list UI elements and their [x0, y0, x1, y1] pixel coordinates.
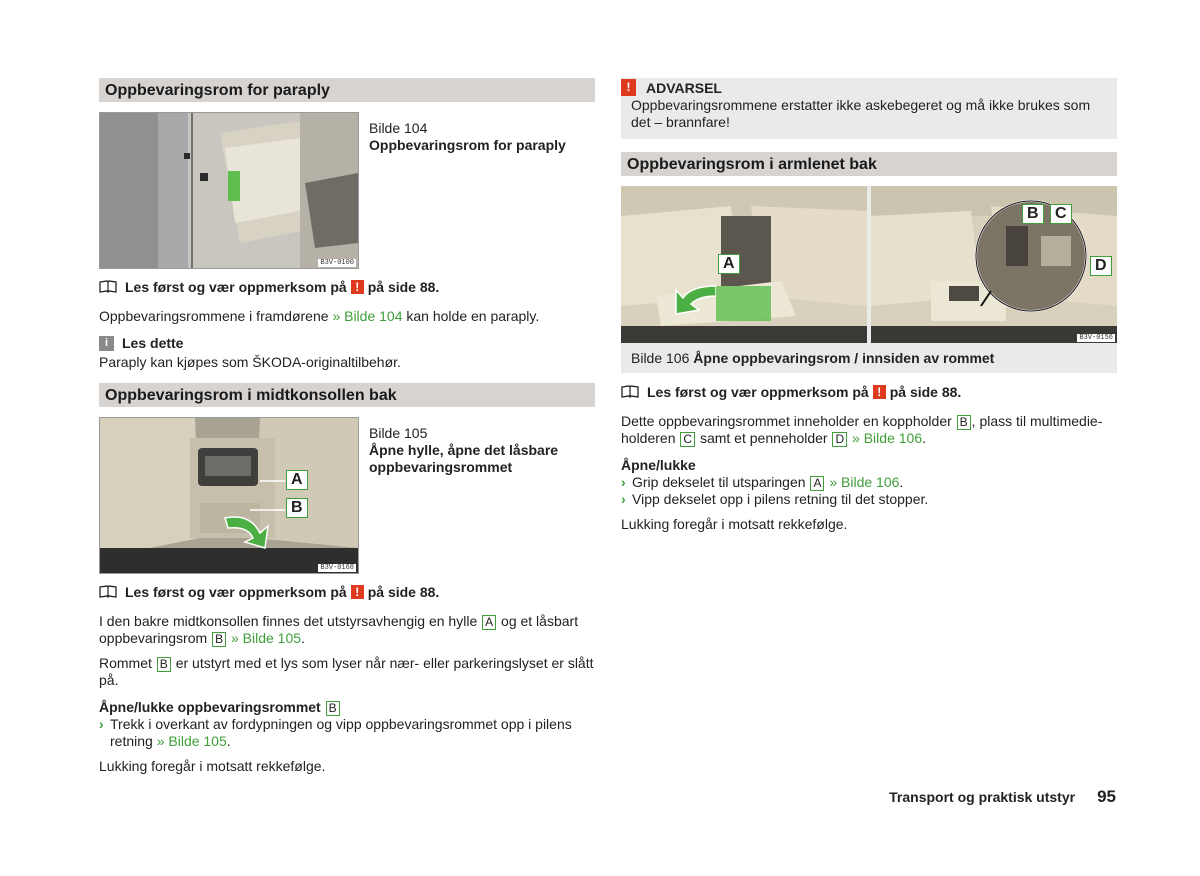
figure-link[interactable]: » Bilde 104 — [332, 308, 403, 324]
text: kan holde en paraply. — [406, 308, 540, 324]
section-heading-armrest: Oppbevaringsrom i armlenet bak — [621, 152, 1117, 176]
text: er utstyrt med et lys som lyser når nær- eller parkeringslyset er slått på. — [99, 655, 594, 688]
figure-code: B3V-0168 — [320, 564, 354, 572]
warning-icon: ! — [621, 79, 636, 96]
closing-text: Lukking foregår i motsatt rekkefølge. — [621, 516, 848, 532]
armrest-open-illustration — [621, 186, 867, 343]
figure-number: Bilde 106 — [631, 350, 690, 366]
read-first-line — [99, 583, 595, 601]
warning-icon: ! — [351, 585, 364, 599]
book-icon — [99, 280, 117, 294]
text: , plass til multimedie-holderen — [621, 413, 1103, 446]
warning-icon: ! — [873, 385, 886, 399]
subheading-text: Åpne/lukke oppbevaringsrommet — [99, 699, 321, 715]
step-arrow-icon: › — [621, 491, 626, 507]
paragraph — [99, 308, 595, 325]
text: samt et penneholder — [699, 430, 828, 446]
read-first-line — [621, 383, 1117, 401]
figure-105 — [99, 417, 595, 574]
paragraph: I den bakre midtkonsollen finnes det utstyrsavhengig en hylle A og et låsbart oppbevaringsrom B » Bilde 105. — [99, 613, 579, 646]
figure-106-images — [621, 186, 1117, 343]
step-text: Vipp dekselet opp i pilens retning til det stopper. — [632, 491, 929, 507]
label-b: B — [957, 415, 971, 430]
warning-title: ADVARSEL — [646, 79, 722, 96]
figure-code: B3V-0156 — [1079, 334, 1113, 342]
label-a: A — [482, 615, 496, 630]
figure-104-image — [99, 112, 359, 269]
page-number: 95 — [1097, 787, 1116, 806]
instruction-step — [99, 716, 595, 750]
figure-title: Åpne hylle, åpne det låsbare oppbevaringsrommet — [369, 442, 559, 475]
armrest-inside-illustration — [871, 186, 1117, 343]
text: Rommet — [99, 655, 152, 671]
text: Trekk i overkant av fordypningen og vipp oppbevaringsrommet opp i pilens retning — [110, 716, 572, 749]
read-first-text: Les først og vær oppmerksom på — [125, 584, 347, 600]
text: Oppbevaringsrommene i framdørene — [99, 308, 329, 324]
text: I den bakre midtkonsollen finnes det utstyrsavhengig en hylle — [99, 613, 478, 629]
subheading — [99, 699, 595, 716]
read-first-line — [99, 278, 595, 296]
center-console-illustration — [100, 418, 358, 573]
instruction-step — [621, 474, 1117, 491]
warning-text: Oppbevaringsrommene erstatter ikke askebegeret og må ikke brukes som det – brannfare! — [631, 97, 1091, 130]
figure-link[interactable]: » Bilde 106 — [829, 474, 900, 490]
door-umbrella-illustration — [100, 113, 358, 268]
paragraph: Dette oppbevaringsrommet inneholder en koppholder B , plass til multimedie-holderen C samt et penneholder D » Bilde 106. — [621, 413, 1103, 446]
page-footer — [889, 787, 1116, 807]
figure-link[interactable]: » Bilde 105 — [230, 630, 302, 646]
section-heading-umbrella: Oppbevaringsrom for paraply — [99, 78, 595, 102]
figure-106-image-left — [621, 186, 867, 343]
text: Grip dekselet til utsparingen — [632, 474, 806, 490]
paragraph — [99, 655, 595, 689]
figure-link[interactable]: » Bilde 106 — [852, 430, 923, 446]
figure-104-caption — [369, 112, 566, 269]
callout-d: D — [1090, 256, 1112, 276]
callout-a: A — [718, 254, 740, 274]
callout-a: A — [286, 470, 308, 490]
book-icon — [621, 385, 639, 399]
book-icon — [99, 585, 117, 599]
label-d: D — [832, 432, 847, 447]
figure-104 — [99, 112, 595, 269]
subheading: Åpne/lukke — [621, 457, 696, 473]
text: og et låsbart oppbevaringsrom — [99, 613, 579, 646]
read-first-page[interactable]: på side 88. — [889, 384, 962, 400]
step-text: Grip dekselet til utsparingen A » Bilde 106. — [632, 474, 904, 490]
figure-106-image-right — [871, 186, 1117, 343]
callout-b: B — [286, 498, 308, 518]
label-b: B — [157, 657, 171, 672]
note-text: Paraply kan kjøpes som ŠKODA-originaltilbehør. — [99, 354, 401, 370]
info-icon: i — [99, 336, 114, 351]
figure-106-caption — [621, 343, 1117, 373]
note-heading — [99, 335, 595, 351]
step-arrow-icon: › — [99, 716, 104, 732]
left-column — [99, 78, 595, 775]
figure-number: Bilde 105 — [369, 425, 428, 441]
figure-number: Bilde 104 — [369, 120, 428, 136]
right-column — [621, 78, 1117, 533]
note-title: Les dette — [122, 335, 184, 351]
step-arrow-icon: › — [621, 474, 626, 490]
figure-105-caption — [369, 417, 595, 574]
section-heading-center-console: Oppbevaringsrom i midtkonsollen bak — [99, 383, 595, 407]
read-first-page[interactable]: på side 88. — [367, 279, 440, 295]
figure-link[interactable]: » Bilde 105 — [156, 733, 227, 749]
instruction-step — [621, 491, 1117, 508]
closing-text: Lukking foregår i motsatt rekkefølge. — [99, 758, 326, 774]
step-text: Trekk i overkant av fordypningen og vipp oppbevaringsrommet opp i pilens retning » Bilde 105. — [110, 716, 572, 749]
read-first-text: Les først og vær oppmerksom på — [647, 384, 869, 400]
warning-box — [621, 78, 1117, 139]
label-c: C — [680, 432, 695, 447]
label-b: B — [326, 701, 340, 716]
warning-icon: ! — [351, 280, 364, 294]
figure-title: Oppbevaringsrom for paraply — [369, 137, 566, 153]
callout-c: C — [1050, 204, 1072, 224]
figure-105-image — [99, 417, 359, 574]
chapter-title: Transport og praktisk utstyr — [889, 789, 1076, 805]
label-b: B — [212, 632, 226, 647]
read-first-text: Les først og vær oppmerksom på — [125, 279, 347, 295]
read-first-page[interactable]: på side 88. — [367, 584, 440, 600]
text: Dette oppbevaringsrommet inneholder en koppholder — [621, 413, 952, 429]
figure-code: B3V-0100 — [320, 259, 354, 267]
label-a: A — [810, 476, 824, 491]
callout-b: B — [1022, 204, 1044, 224]
figure-title: Åpne oppbevaringsrom / innsiden av rommet — [693, 350, 995, 366]
figure-106 — [621, 186, 1117, 373]
warning-heading — [621, 78, 1107, 97]
